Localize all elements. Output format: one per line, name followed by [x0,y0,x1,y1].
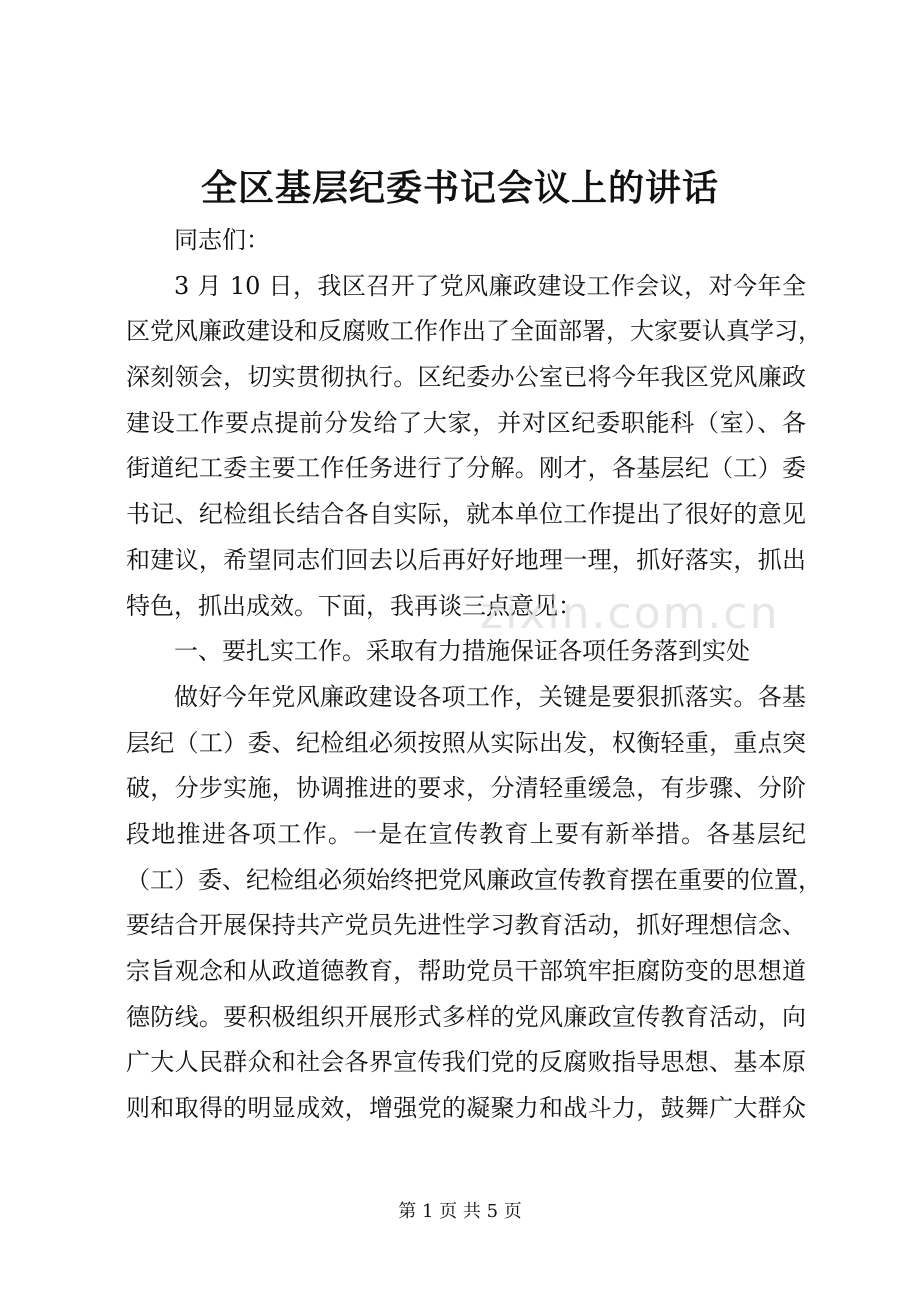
document-title: 全区基层纪委书记会议上的讲话 [200,167,719,209]
paragraph-line: 广大人民群众和社会各界宣传我们党的反腐败指导思想、基本原 [126,1048,806,1077]
paragraph-line: 德防线。要积极组织开展形式多样的党风廉政宣传教育活动，向 [126,1002,806,1031]
paragraph-line: 特色，抓出成效。下面，我再谈三点意见： [126,591,582,620]
paragraph-line: 3 月 10 日，我区召开了党风廉政建设工作会议，对今年全 [174,271,806,300]
paragraph-line: 区党风廉政建设和反腐败工作作出了全面部署，大家要认真学习， [126,317,822,346]
document-body [126,218,822,1132]
page-footer: 第 1 页 共 5 页 [398,1201,522,1222]
paragraph-line: 破，分步实施，协调推进的要求，分清轻重缓急，有步骤、分阶 [126,774,806,803]
paragraph-line: 宗旨观念和从政道德教育，帮助党员干部筑牢拒腐防变的思想道 [126,957,806,985]
watermark: zixin.com.cn [480,588,780,639]
section-heading: 一、要扎实工作。采取有力措施保证各项任务落到实处 [174,637,750,666]
paragraph-line: 要结合开展保持共产党员先进性学习教育活动，抓好理想信念、 [126,911,806,940]
paragraph-line: 深刻领会，切实贯彻执行。区纪委办公室已将今年我区党风廉政 [126,363,806,392]
paragraph-line: 街道纪工委主要工作任务进行了分解。刚才，各基层纪（工）委 [126,454,806,483]
paragraph-line: 建设工作要点提前分发给了大家，并对区纪委职能科（室）、各 [126,408,806,437]
paragraph-line: 则和取得的明显成效，增强党的凝聚力和战斗力，鼓舞广大群众 [126,1094,806,1123]
paragraph-line: 段地推进各项工作。一是在宣传教育上要有新举措。各基层纪 [126,819,806,848]
paragraph-line: （工）委、纪检组必须始终把党风廉政宣传教育摆在重要的位置， [126,865,822,894]
paragraph-line: 和建议，希望同志们回去以后再好好地理一理，抓好落实，抓出 [126,545,806,574]
paragraph-line: 书记、纪检组长结合各自实际，就本单位工作提出了很好的意见 [126,500,806,529]
salutation: 同志们： [174,226,270,254]
paragraph-line: 层纪（工）委、纪检组必须按照从实际出发，权衡轻重，重点突 [126,728,806,757]
paragraph-line: 做好今年党风廉政建设各项工作，关键是要狠抓落实。各基 [174,682,806,711]
